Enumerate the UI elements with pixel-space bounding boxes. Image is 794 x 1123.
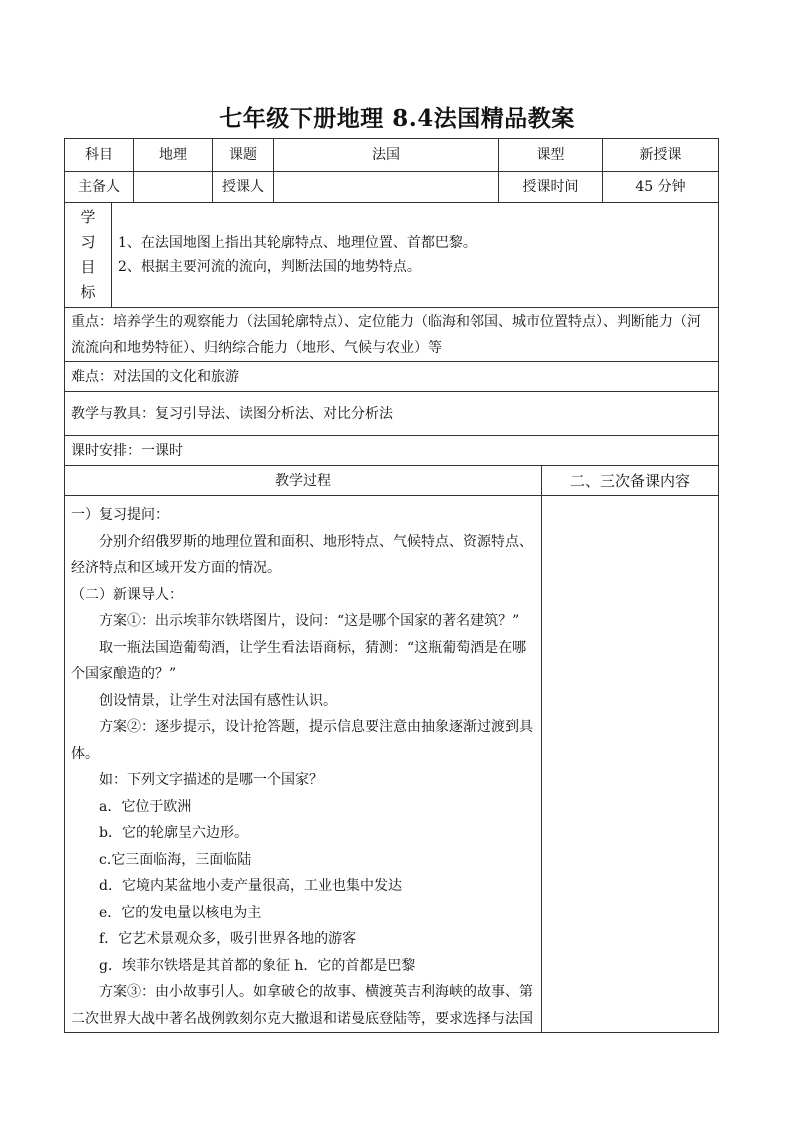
difficulty-row xyxy=(65,362,719,392)
subject-value: 地理 xyxy=(134,139,213,172)
process-content xyxy=(65,496,542,1033)
process-line: 分别介绍俄罗斯的地理位置和面积、地形特点、气候特点、资源特点、经济特点和区域开发方面的情况。 xyxy=(71,533,533,576)
time-label: 授课时间 xyxy=(499,172,603,203)
process-line: 方案①：出示埃菲尔铁塔图片，设问：“这是哪个国家的著名建筑？” xyxy=(99,613,520,629)
process-line: （二）新课导人： xyxy=(71,586,183,603)
process-line: d．它境内某盆地小麦产量很高，工业也集中发达 xyxy=(99,878,402,894)
process-line: a．它位于欧洲 xyxy=(99,798,192,815)
teacher-label: 授课人 xyxy=(213,172,274,203)
goal-item: 2、根据主要河流的流向，判断法国的地势特点。 xyxy=(118,259,421,275)
info-row-1 xyxy=(65,139,719,172)
goal-item: 1、在法国地图上指出其轮廓特点、地理位置、首都巴黎。 xyxy=(118,235,477,251)
topic-label: 课题 xyxy=(213,139,274,172)
process-line: c.它三面临海，三面临陆 xyxy=(99,851,252,868)
goals-label-char: 目 xyxy=(80,258,96,276)
schedule-row xyxy=(65,436,719,466)
topic-value: 法国 xyxy=(274,139,499,172)
key-points: 重点：培养学生的观察能力（法国轮廓特点）、定位能力（临海和邻国、城市位置特点）、判断能力（河流流向和地势特征）、归纳综合能力（地形、气候与农业）等 xyxy=(65,308,719,362)
process-line: 一）复习提问： xyxy=(71,507,169,523)
process-line: f．它艺术景观众多，吸引世界各地的游客 xyxy=(99,931,357,947)
process-line: b．它的轮廓呈六边形。 xyxy=(99,825,248,841)
goals-row xyxy=(65,203,719,308)
type-label: 课型 xyxy=(499,139,603,172)
process-line: 方案③：由小故事引人。如拿破仑的故事、横渡英吉利海峡的故事、第二次世界大战中著名战例敦刻尔克大撤退和诺曼底登陆等，要求选择与法国 xyxy=(71,984,533,1027)
goals-label-char: 习 xyxy=(80,233,96,251)
lesson-plan-table xyxy=(64,138,719,1033)
goals-content xyxy=(112,203,719,308)
goals-label-char: 标 xyxy=(80,283,96,301)
teacher-value xyxy=(274,172,499,203)
process-line: 创设情景，让学生对法国有感性认识。 xyxy=(99,692,337,709)
notes-header: 二、三次备课内容 xyxy=(542,466,719,496)
goals-label-char: 学 xyxy=(80,208,96,226)
process-header-row xyxy=(65,466,719,496)
type-value: 新授课 xyxy=(603,139,719,172)
process-line: g．埃菲尔铁塔是其首都的象征 h．它的首都是巴黎 xyxy=(99,957,416,974)
process-line: 方案②：逐步提示，设计抢答题，提示信息要注意由抽象逐渐过渡到具体。 xyxy=(71,719,533,762)
goals-label xyxy=(65,203,112,308)
preparer-value xyxy=(134,172,213,203)
page-title: 七年级下册地理 8.4法国精品教案 xyxy=(219,105,575,132)
time-value: 45 分钟 xyxy=(603,172,719,203)
preparer-label: 主备人 xyxy=(65,172,134,203)
process-line: 取一瓶法国造葡萄酒，让学生看法语商标，猜测：“这瓶葡萄酒是在哪个国家酿造的？” xyxy=(71,639,527,682)
process-line: e．它的发电量以核电为主 xyxy=(99,904,262,921)
info-row-2 xyxy=(65,172,719,203)
notes-content xyxy=(542,496,719,1033)
process-header: 教学过程 xyxy=(65,466,542,496)
subject-label: 科目 xyxy=(65,139,134,172)
schedule: 课时安排：一课时 xyxy=(65,436,719,466)
process-line: 如：下列文字描述的是哪一个国家？ xyxy=(99,772,323,788)
methods: 教学与教具：复习引导法、读图分析法、对比分析法 xyxy=(65,392,719,436)
process-row xyxy=(65,496,719,1033)
difficulty: 难点：对法国的文化和旅游 xyxy=(65,362,719,392)
methods-row xyxy=(65,392,719,436)
key-points-row xyxy=(65,308,719,362)
